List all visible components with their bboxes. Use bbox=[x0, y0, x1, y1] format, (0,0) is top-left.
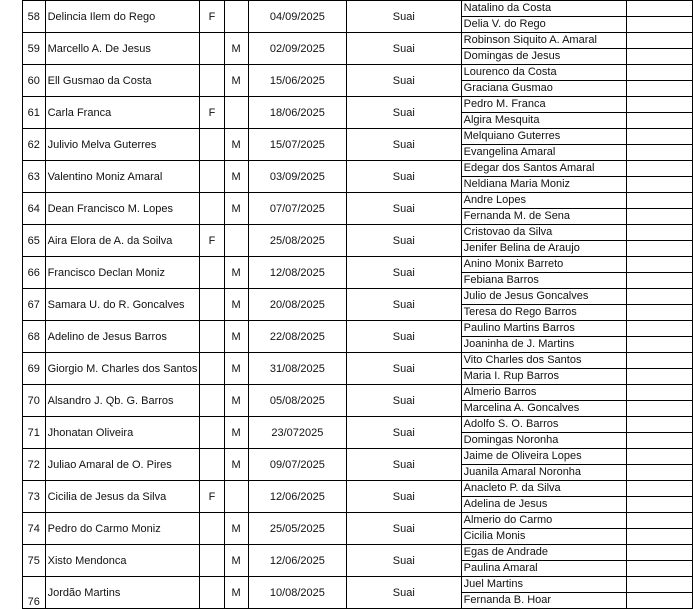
child-name-cell[interactable]: Juliao Amaral de O. Pires bbox=[45, 449, 200, 481]
father-name[interactable]: Almerio do Carmo bbox=[462, 513, 626, 529]
empty-cell[interactable] bbox=[626, 449, 692, 481]
empty-subcell[interactable] bbox=[627, 65, 692, 81]
father-name[interactable]: Almerio Barros bbox=[462, 385, 626, 401]
empty-subcell[interactable] bbox=[627, 161, 692, 177]
sex-male-cell[interactable]: M bbox=[224, 449, 248, 481]
row-number-cell[interactable]: 72 bbox=[23, 449, 46, 481]
row-number-cell[interactable]: 74 bbox=[23, 513, 46, 545]
sex-male-cell[interactable]: M bbox=[224, 289, 248, 321]
date-cell[interactable]: 05/08/2025 bbox=[248, 385, 346, 417]
sex-male-cell[interactable]: M bbox=[224, 65, 248, 97]
date-cell[interactable]: 18/06/2025 bbox=[248, 97, 346, 129]
parents-cell bbox=[461, 289, 626, 321]
empty-subcell[interactable] bbox=[627, 209, 692, 224]
row-number-cell[interactable]: 65 bbox=[23, 225, 46, 257]
parents-cell bbox=[461, 65, 626, 97]
date-cell[interactable]: 20/08/2025 bbox=[248, 289, 346, 321]
parents-cell bbox=[461, 385, 626, 417]
empty-subcell[interactable] bbox=[627, 17, 692, 32]
mother-name[interactable]: Domingas de Jesus bbox=[463, 50, 561, 62]
sex-male-cell[interactable] bbox=[224, 481, 248, 513]
table-row bbox=[23, 193, 693, 225]
sex-male-cell[interactable]: M bbox=[224, 545, 248, 577]
row-number-cell[interactable]: 58 bbox=[23, 1, 46, 33]
empty-subcell[interactable] bbox=[627, 97, 692, 113]
mother-name[interactable]: Febiana Barros bbox=[463, 274, 539, 286]
empty-subcell[interactable] bbox=[627, 273, 692, 288]
table-row bbox=[23, 1, 693, 33]
row-number-cell[interactable]: 76 bbox=[23, 577, 46, 609]
child-name-cell[interactable]: Alsandro J. Qb. G. Barros bbox=[45, 385, 200, 417]
row-number-cell[interactable]: 61 bbox=[23, 97, 46, 129]
table-row bbox=[23, 481, 693, 513]
empty-cell[interactable] bbox=[626, 1, 692, 33]
father-name[interactable]: Pedro M. Franca bbox=[462, 97, 626, 113]
father-name[interactable]: Cristovao da Silva bbox=[462, 225, 626, 241]
date-cell[interactable]: 07/07/2025 bbox=[248, 193, 346, 225]
sex-male-cell[interactable]: M bbox=[224, 385, 248, 417]
mother-name[interactable]: Maria I. Rup Barros bbox=[463, 370, 560, 382]
sex-male-cell[interactable]: M bbox=[224, 321, 248, 353]
table-row bbox=[23, 449, 693, 481]
sex-male-cell[interactable] bbox=[224, 97, 248, 129]
parents-cell bbox=[461, 161, 626, 193]
row-header-strip bbox=[0, 0, 23, 606]
row-number-cell[interactable]: 64 bbox=[23, 193, 46, 225]
date-cell[interactable]: 03/09/2025 bbox=[248, 161, 346, 193]
mother-name[interactable]: Graciana Gusmao bbox=[463, 82, 553, 94]
place-cell[interactable]: Suai bbox=[347, 161, 462, 193]
child-name-cell[interactable]: Samara U. do R. Goncalves bbox=[45, 289, 200, 321]
child-name-cell[interactable]: Ell Gusmao da Costa bbox=[45, 65, 200, 97]
place-cell[interactable]: Suai bbox=[347, 1, 462, 33]
child-name-cell[interactable]: Jordão Martins bbox=[45, 577, 200, 609]
date-cell[interactable]: 15/07/2025 bbox=[248, 129, 346, 161]
sex-male-cell[interactable]: M bbox=[224, 353, 248, 385]
father-name[interactable]: Julio de Jesus Goncalves bbox=[462, 289, 626, 305]
empty-subcell[interactable] bbox=[627, 1, 692, 17]
empty-cell[interactable] bbox=[626, 481, 692, 513]
date-cell[interactable]: 15/06/2025 bbox=[248, 65, 346, 97]
empty-subcell[interactable] bbox=[627, 481, 692, 497]
empty-cell[interactable] bbox=[626, 385, 692, 417]
sex-female-cell[interactable] bbox=[200, 257, 224, 289]
empty-cell[interactable] bbox=[626, 33, 692, 65]
parents-cell bbox=[461, 449, 626, 481]
sex-female-cell[interactable]: F bbox=[200, 225, 224, 257]
table-row bbox=[23, 385, 693, 417]
place-cell[interactable]: Suai bbox=[347, 385, 462, 417]
row-number-cell[interactable]: 62 bbox=[23, 129, 46, 161]
empty-subcell[interactable] bbox=[627, 145, 692, 160]
sex-female-cell[interactable] bbox=[200, 129, 224, 161]
sex-female-cell[interactable] bbox=[200, 513, 224, 545]
child-name-cell[interactable]: Cicilia de Jesus da Silva bbox=[45, 481, 200, 513]
sex-male-cell[interactable]: M bbox=[224, 161, 248, 193]
sex-male-cell[interactable] bbox=[224, 225, 248, 257]
table-row bbox=[23, 97, 693, 129]
table-row bbox=[23, 129, 693, 161]
empty-subcell[interactable] bbox=[627, 369, 692, 384]
place-cell[interactable]: Suai bbox=[347, 33, 462, 65]
sex-male-cell[interactable]: M bbox=[224, 129, 248, 161]
row-number-cell[interactable]: 66 bbox=[23, 257, 46, 289]
sex-female-cell[interactable] bbox=[200, 33, 224, 65]
table-row bbox=[23, 33, 693, 65]
place-cell[interactable]: Suai bbox=[347, 321, 462, 353]
empty-subcell[interactable] bbox=[627, 353, 692, 369]
baptism-register-table bbox=[22, 0, 693, 609]
date-cell[interactable]: 10/08/2025 bbox=[248, 577, 346, 609]
date-cell[interactable]: 12/06/2025 bbox=[248, 481, 346, 513]
father-name[interactable]: Lourenco da Costa bbox=[462, 65, 626, 81]
empty-cell[interactable] bbox=[626, 417, 692, 449]
child-name-cell[interactable]: Giorgio M. Charles dos Santos bbox=[45, 353, 200, 385]
child-name-cell[interactable]: Jhonatan Oliveira bbox=[45, 417, 200, 449]
empty-subcell[interactable] bbox=[627, 433, 692, 448]
father-name[interactable]: Adolfo S. O. Barros bbox=[462, 417, 626, 433]
parents-cell bbox=[461, 481, 626, 513]
empty-subcell[interactable] bbox=[627, 225, 692, 241]
date-cell[interactable]: 02/09/2025 bbox=[248, 33, 346, 65]
empty-subcell[interactable] bbox=[627, 497, 692, 512]
place-cell[interactable]: Suai bbox=[347, 481, 462, 513]
mother-name[interactable]: Algira Mesquita bbox=[463, 114, 540, 126]
parents-cell bbox=[461, 545, 626, 577]
date-cell[interactable]: 12/08/2025 bbox=[248, 257, 346, 289]
row-number-cell[interactable]: 71 bbox=[23, 417, 46, 449]
parents-cell bbox=[461, 129, 626, 161]
table-row bbox=[23, 257, 693, 289]
empty-subcell[interactable] bbox=[627, 417, 692, 433]
table-row bbox=[23, 513, 693, 545]
child-name-cell[interactable]: Valentino Moniz Amaral bbox=[45, 161, 200, 193]
place-cell[interactable]: Suai bbox=[347, 225, 462, 257]
place-cell[interactable]: Suai bbox=[347, 193, 462, 225]
sex-female-cell[interactable] bbox=[200, 321, 224, 353]
father-name[interactable]: Vito Charles dos Santos bbox=[462, 353, 626, 369]
date-cell[interactable]: 31/08/2025 bbox=[248, 353, 346, 385]
date-cell[interactable]: 04/09/2025 bbox=[248, 1, 346, 33]
mother-name[interactable]: Delia V. do Rego bbox=[463, 18, 546, 30]
child-name-cell[interactable]: Marcello A. De Jesus bbox=[45, 33, 200, 65]
empty-cell[interactable] bbox=[626, 193, 692, 225]
child-name-cell[interactable]: Aira Elora de A. da Soilva bbox=[45, 225, 200, 257]
empty-subcell[interactable] bbox=[627, 129, 692, 145]
date-cell[interactable]: 25/05/2025 bbox=[248, 513, 346, 545]
table-row bbox=[23, 417, 693, 449]
child-name-cell[interactable]: Pedro do Carmo Moniz bbox=[45, 513, 200, 545]
empty-subcell[interactable] bbox=[627, 49, 692, 64]
table-row bbox=[23, 577, 693, 609]
sex-female-cell[interactable] bbox=[200, 545, 224, 577]
empty-subcell[interactable] bbox=[627, 177, 692, 192]
empty-subcell[interactable] bbox=[627, 401, 692, 416]
mother-name[interactable]: Cicilia Monis bbox=[463, 530, 526, 542]
empty-subcell[interactable] bbox=[627, 385, 692, 401]
child-name-cell[interactable]: Delincia Ilem do Rego bbox=[45, 1, 200, 33]
father-name[interactable]: Anacleto P. da Silva bbox=[462, 481, 626, 497]
sex-male-cell[interactable]: M bbox=[224, 577, 248, 609]
date-cell[interactable]: 22/08/2025 bbox=[248, 321, 346, 353]
sex-female-cell[interactable]: F bbox=[200, 97, 224, 129]
sex-female-cell[interactable]: F bbox=[200, 481, 224, 513]
sex-female-cell[interactable]: F bbox=[200, 1, 224, 33]
sex-male-cell[interactable]: M bbox=[224, 193, 248, 225]
row-number-cell[interactable]: 69 bbox=[23, 353, 46, 385]
row-number-cell[interactable]: 73 bbox=[23, 481, 46, 513]
empty-subcell[interactable] bbox=[627, 113, 692, 128]
mother-name[interactable]: Evangelina Amaral bbox=[463, 146, 556, 158]
sex-male-cell[interactable] bbox=[224, 1, 248, 33]
empty-subcell[interactable] bbox=[627, 337, 692, 352]
place-cell[interactable]: Suai bbox=[347, 353, 462, 385]
empty-subcell[interactable] bbox=[627, 545, 692, 561]
father-name[interactable]: Natalino da Costa bbox=[462, 1, 626, 17]
date-cell[interactable]: 12/06/2025 bbox=[248, 545, 346, 577]
place-cell[interactable]: Suai bbox=[347, 257, 462, 289]
mother-name[interactable]: Fernanda M. de Sena bbox=[463, 210, 571, 222]
table-row bbox=[23, 225, 693, 257]
father-name[interactable]: Edegar dos Santos Amaral bbox=[462, 161, 626, 177]
empty-cell[interactable] bbox=[626, 65, 692, 97]
father-name[interactable]: Paulino Martins Barros bbox=[462, 321, 626, 337]
child-name-cell[interactable]: Francisco Declan Moniz bbox=[45, 257, 200, 289]
empty-cell[interactable] bbox=[626, 577, 692, 609]
parents-cell bbox=[461, 225, 626, 257]
place-cell[interactable]: Suai bbox=[347, 289, 462, 321]
empty-subcell[interactable] bbox=[627, 33, 692, 49]
empty-subcell[interactable] bbox=[627, 321, 692, 337]
sex-male-cell[interactable]: M bbox=[224, 257, 248, 289]
mother-name[interactable]: Juanila Amaral Noronha bbox=[463, 466, 582, 478]
place-cell[interactable]: Suai bbox=[347, 97, 462, 129]
empty-cell[interactable] bbox=[626, 257, 692, 289]
row-number-cell[interactable]: 59 bbox=[23, 33, 46, 65]
empty-subcell[interactable] bbox=[627, 449, 692, 465]
place-cell[interactable]: Suai bbox=[347, 449, 462, 481]
date-cell[interactable]: 25/08/2025 bbox=[248, 225, 346, 257]
empty-cell[interactable] bbox=[626, 545, 692, 577]
row-number-cell[interactable]: 67 bbox=[23, 289, 46, 321]
mother-name[interactable]: Neldiana Maria Moniz bbox=[463, 178, 571, 190]
father-name[interactable]: Anino Monix Barreto bbox=[462, 257, 626, 273]
father-name[interactable]: Jaime de Oliveira Lopes bbox=[462, 449, 626, 465]
parents-cell bbox=[461, 1, 626, 33]
child-name-cell[interactable]: Julivio Melva Guterres bbox=[45, 129, 200, 161]
empty-cell[interactable] bbox=[626, 513, 692, 545]
table-row bbox=[23, 65, 693, 97]
parents-cell bbox=[461, 97, 626, 129]
table-row bbox=[23, 353, 693, 385]
empty-subcell[interactable] bbox=[627, 513, 692, 529]
empty-subcell[interactable] bbox=[627, 257, 692, 273]
mother-name[interactable]: Jenifer Belina de Araujo bbox=[463, 242, 580, 254]
child-name-cell[interactable]: Carla Franca bbox=[45, 97, 200, 129]
mother-name[interactable]: Adelina de Jesus bbox=[463, 498, 548, 510]
place-cell[interactable]: Suai bbox=[347, 513, 462, 545]
row-number-cell[interactable]: 75 bbox=[23, 545, 46, 577]
parents-cell bbox=[461, 577, 626, 609]
place-cell[interactable]: Suai bbox=[347, 417, 462, 449]
parents-cell bbox=[461, 321, 626, 353]
place-cell[interactable]: Suai bbox=[347, 129, 462, 161]
sex-female-cell[interactable] bbox=[200, 385, 224, 417]
sex-male-cell[interactable]: M bbox=[224, 33, 248, 65]
sex-male-cell[interactable]: M bbox=[224, 513, 248, 545]
sex-female-cell[interactable] bbox=[200, 193, 224, 225]
father-name[interactable]: Juel Martins bbox=[462, 577, 626, 593]
sex-female-cell[interactable] bbox=[200, 417, 224, 449]
date-cell[interactable]: 09/07/2025 bbox=[248, 449, 346, 481]
sex-female-cell[interactable] bbox=[200, 65, 224, 97]
empty-cell[interactable] bbox=[626, 129, 692, 161]
empty-cell[interactable] bbox=[626, 97, 692, 129]
place-cell[interactable]: Suai bbox=[347, 577, 462, 609]
parents-cell bbox=[461, 33, 626, 65]
empty-subcell[interactable] bbox=[627, 241, 692, 256]
row-number-cell[interactable]: 68 bbox=[23, 321, 46, 353]
child-name-cell[interactable]: Adelino de Jesus Barros bbox=[45, 321, 200, 353]
child-name-cell[interactable]: Xisto Mendonca bbox=[45, 545, 200, 577]
mother-name[interactable]: Paulina Amaral bbox=[463, 562, 538, 574]
father-name[interactable]: Egas de Andrade bbox=[462, 545, 626, 561]
empty-subcell[interactable] bbox=[627, 289, 692, 305]
parents-cell bbox=[461, 193, 626, 225]
sex-female-cell[interactable] bbox=[200, 161, 224, 193]
mother-name[interactable]: Domingas Noronha bbox=[463, 434, 559, 446]
parents-cell bbox=[461, 417, 626, 449]
table-row bbox=[23, 321, 693, 353]
place-cell[interactable]: Suai bbox=[347, 545, 462, 577]
sex-female-cell[interactable] bbox=[200, 577, 224, 609]
row-number-cell[interactable]: 60 bbox=[23, 65, 46, 97]
mother-name[interactable]: Teresa do Rego Barros bbox=[463, 306, 577, 318]
mother-name[interactable]: Fernanda B. Hoar bbox=[463, 594, 552, 606]
father-name[interactable]: Robinson Siquito A. Amaral bbox=[462, 33, 626, 49]
parents-cell bbox=[461, 513, 626, 545]
table-row bbox=[23, 289, 693, 321]
father-name[interactable]: Melquiano Guterres bbox=[462, 129, 626, 145]
mother-name[interactable]: Joaninha de J. Martins bbox=[463, 338, 575, 350]
place-cell[interactable]: Suai bbox=[347, 65, 462, 97]
empty-cell[interactable] bbox=[626, 225, 692, 257]
child-name-cell[interactable]: Dean Francisco M. Lopes bbox=[45, 193, 200, 225]
table-row bbox=[23, 161, 693, 193]
sex-male-cell[interactable]: M bbox=[224, 417, 248, 449]
empty-subcell[interactable] bbox=[627, 193, 692, 209]
table-row bbox=[23, 545, 693, 577]
date-cell[interactable]: 23/072025 bbox=[248, 417, 346, 449]
empty-subcell[interactable] bbox=[627, 81, 692, 96]
father-name[interactable]: Andre Lopes bbox=[462, 193, 626, 209]
empty-subcell[interactable] bbox=[627, 577, 692, 593]
empty-subcell[interactable] bbox=[627, 465, 692, 480]
row-number-cell[interactable]: 70 bbox=[23, 385, 46, 417]
mother-name[interactable]: Marcelina A. Goncalves bbox=[463, 402, 580, 414]
empty-cell[interactable] bbox=[626, 321, 692, 353]
sex-female-cell[interactable] bbox=[200, 353, 224, 385]
empty-subcell[interactable] bbox=[627, 561, 692, 576]
row-number-cell[interactable]: 63 bbox=[23, 161, 46, 193]
empty-cell[interactable] bbox=[626, 353, 692, 385]
empty-cell[interactable] bbox=[626, 289, 692, 321]
sex-female-cell[interactable] bbox=[200, 289, 224, 321]
empty-subcell[interactable] bbox=[627, 305, 692, 320]
empty-subcell[interactable] bbox=[627, 529, 692, 544]
parents-cell bbox=[461, 257, 626, 289]
sex-female-cell[interactable] bbox=[200, 449, 224, 481]
parents-cell bbox=[461, 353, 626, 385]
empty-cell[interactable] bbox=[626, 161, 692, 193]
